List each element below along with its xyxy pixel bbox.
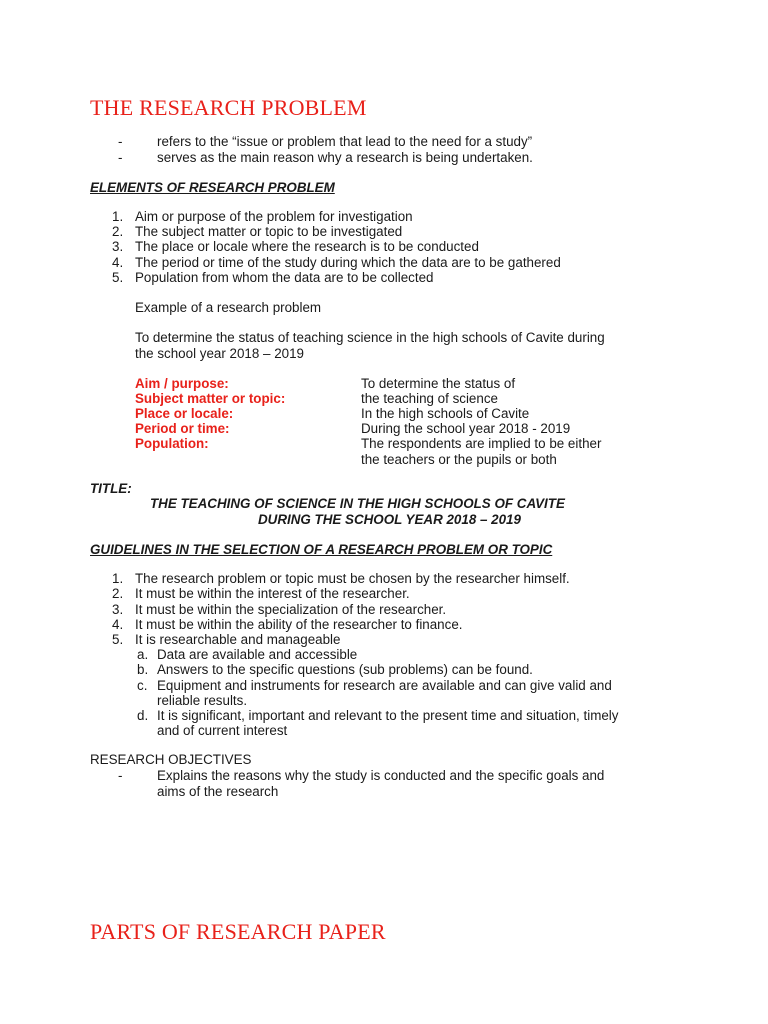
section-title-parts: PARTS OF RESEARCH PAPER <box>90 919 386 944</box>
list-marker: 2. <box>112 224 124 239</box>
sub-list-item: Data are available and accessible <box>157 647 358 662</box>
breakdown-value: In the high schools of Cavite <box>361 406 530 421</box>
sub-list-item: Answers to the specific questions (sub problems) can be found. <box>157 662 533 677</box>
breakdown-label: Aim / purpose: <box>135 376 229 391</box>
list-item: It must be within the interest of the researcher. <box>135 586 410 601</box>
research-title-line: DURING THE SCHOOL YEAR 2018 – 2019 <box>258 512 521 527</box>
list-item: It must be within the specialization of the researcher. <box>135 602 447 617</box>
sub-list-item-continuation: and of current interest <box>157 723 288 738</box>
definition-bullet: serves as the main reason why a research is being undertaken. <box>157 150 533 165</box>
list-marker: 2. <box>112 586 124 601</box>
list-item: It is researchable and manageable <box>135 632 341 647</box>
breakdown-label: Population: <box>135 436 209 451</box>
bullet-marker: - <box>118 150 123 165</box>
breakdown-label: Place or locale: <box>135 406 234 421</box>
sub-list-item-continuation: reliable results. <box>157 693 248 708</box>
breakdown-value: During the school year 2018 - 2019 <box>361 421 571 436</box>
sub-list-marker: a. <box>137 647 149 662</box>
sub-list-item: Equipment and instruments for research are available and can give valid and <box>157 678 612 693</box>
guidelines-heading: GUIDELINES IN THE SELECTION OF A RESEARCH PROBLEM OR TOPIC <box>90 542 553 557</box>
title-label: TITLE: <box>90 481 132 496</box>
breakdown-value-continuation: the teachers or the pupils or both <box>361 452 557 467</box>
sub-list-marker: b. <box>137 662 149 677</box>
breakdown-label: Subject matter or topic: <box>135 391 286 406</box>
list-item: The place or locale where the research is to be conducted <box>135 239 479 254</box>
list-item: The research problem or topic must be chosen by the researcher himself. <box>135 571 570 586</box>
objectives-bullet-continuation: aims of the research <box>157 784 279 799</box>
example-problem-line: the school year 2018 – 2019 <box>135 346 304 361</box>
list-item: Population from whom the data are to be collected <box>135 270 434 285</box>
sub-list-item: It is significant, important and relevant to the present time and situation, timely <box>157 708 619 723</box>
list-item: The subject matter or topic to be investigated <box>135 224 403 239</box>
bullet-marker: - <box>118 768 123 783</box>
breakdown-label: Period or time: <box>135 421 230 436</box>
list-marker: 4. <box>112 255 124 270</box>
definition-bullet: refers to the “issue or problem that lead to the need for a study” <box>157 134 533 149</box>
sub-list-marker: c. <box>137 678 148 693</box>
list-marker: 5. <box>112 632 124 647</box>
bullet-marker: - <box>118 134 123 149</box>
breakdown-value: the teaching of science <box>361 391 498 406</box>
objectives-bullet: Explains the reasons why the study is conducted and the specific goals and <box>157 768 605 783</box>
breakdown-value: The respondents are implied to be either <box>361 436 602 451</box>
list-marker: 1. <box>112 571 124 586</box>
list-marker: 3. <box>112 602 124 617</box>
research-title-line: THE TEACHING OF SCIENCE IN THE HIGH SCHOOLS OF CAVITE <box>150 496 565 511</box>
elements-heading: ELEMENTS OF RESEARCH PROBLEM <box>90 180 335 195</box>
example-intro: Example of a research problem <box>135 300 322 315</box>
sub-list-marker: d. <box>137 708 149 723</box>
list-marker: 5. <box>112 270 124 285</box>
list-item: The period or time of the study during which the data are to be gathered <box>135 255 561 270</box>
example-problem-line: To determine the status of teaching science in the high schools of Cavite during <box>135 330 605 345</box>
page-title: THE RESEARCH PROBLEM <box>90 95 367 120</box>
list-marker: 3. <box>112 239 124 254</box>
list-item: Aim or purpose of the problem for investigation <box>135 209 413 224</box>
objectives-heading: RESEARCH OBJECTIVES <box>90 752 252 767</box>
list-item: It must be within the ability of the researcher to finance. <box>135 617 463 632</box>
list-marker: 1. <box>112 209 124 224</box>
breakdown-value: To determine the status of <box>361 376 516 391</box>
list-marker: 4. <box>112 617 124 632</box>
